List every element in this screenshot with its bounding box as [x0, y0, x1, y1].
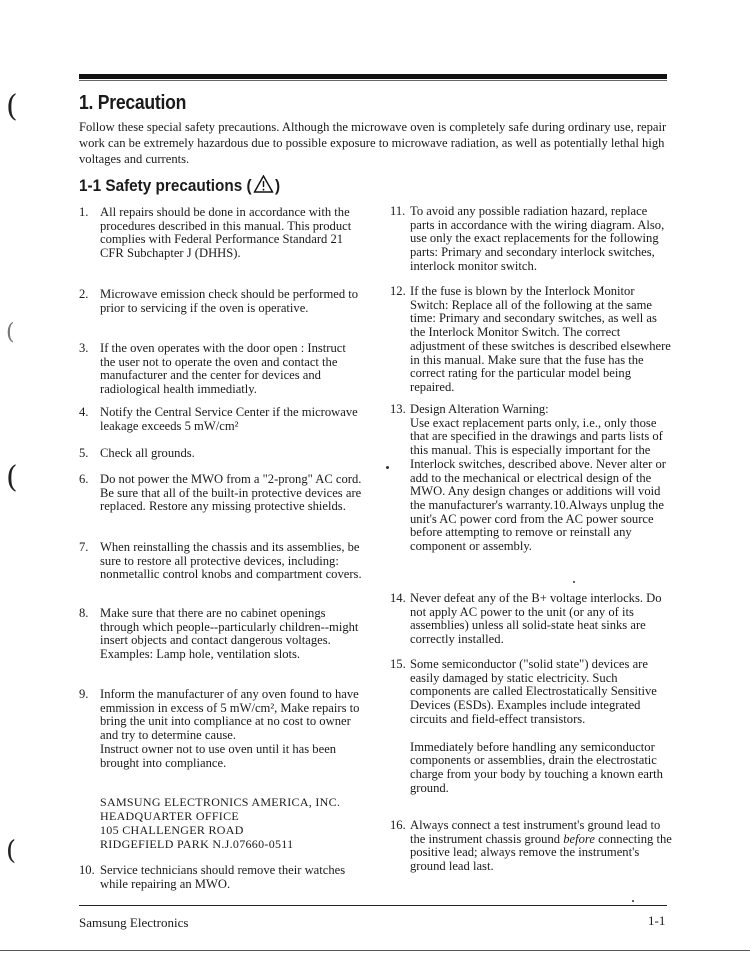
binding-mark: ( — [6, 89, 18, 124]
item-number: 7. — [79, 540, 89, 554]
item-number: 1. — [79, 205, 89, 219]
list-item — [390, 819, 672, 874]
item-number: 4. — [79, 405, 89, 419]
item-text: When reinstalling the chassis and its assemblies, be sure to restore all protective devices, including: nonmetallic control knobs and compartment covers. — [100, 540, 362, 582]
scan-speck — [573, 581, 575, 583]
item-number: 9. — [79, 687, 89, 701]
section-heading — [79, 175, 280, 196]
list-item — [79, 541, 362, 582]
address-line: RIDGEFIELD PARK N.J.07660-0511 — [100, 837, 294, 851]
list-item — [390, 403, 672, 554]
item-text: Check all grounds. — [100, 446, 195, 460]
item-number: 2. — [79, 287, 89, 301]
item-number: 8. — [79, 606, 89, 620]
item-text: Do not power the MWO from a "2-prong" AC cord. Be sure that all of the built-in protective devices are replaced. Restore any missing protective shields. — [100, 472, 362, 514]
footer-rule — [79, 905, 667, 906]
item-number: 13. — [390, 402, 406, 416]
page-title: 1. Precaution — [79, 92, 187, 114]
item-text: To avoid any possible radiation hazard, replace parts in accordance with the wiring diagram. Also, use only the exact replacements for the following parts: Primary and secondary interlock switches, interlock monitor switch. — [410, 204, 665, 273]
list-item — [79, 447, 362, 461]
item-text: Some semiconductor ("solid state") devices are easily damaged by static electricity. Such components are called Electrostatically Sensitive Devices (ESDs). Examples include integrated circuits and field-effect transistors. — [410, 657, 657, 726]
list-item — [79, 688, 362, 770]
item-number: 10. — [79, 863, 95, 877]
item-number: 6. — [79, 472, 89, 486]
item-text: Never defeat any of the B+ voltage interlocks. Do not apply AC power to the unit (or any of its assemblies) unless all solid-state heat sinks are correctly installed. — [410, 591, 662, 647]
list-item — [79, 342, 362, 397]
list-item — [390, 658, 672, 795]
item-number: 14. — [390, 591, 406, 605]
item-text: If the fuse is blown by the Interlock Monitor Switch: Replace all of the following at the same time: Primary and secondary switches, as well as the Interlock Monitor Switch. The correct adjustment of these switches is described elsewhere in this manual. Make sure that the fuse has the correct rating for the particular model being repaired. — [410, 284, 671, 394]
item-number: 5. — [79, 446, 89, 460]
footer-publisher: Samsung Electronics — [79, 915, 189, 930]
list-item — [79, 288, 362, 315]
item-text: Service technicians should remove their watches while repairing an MWO. — [100, 863, 346, 891]
list-item — [79, 473, 362, 514]
item-text: Make sure that there are no cabinet openings through which people--particularly children--might insert objects and contact dangerous voltages. Examples: Lamp hole, ventilation slots. — [100, 606, 359, 662]
item-text: Notify the Central Service Center if the microwave leakage exceeds 5 mW/cm² — [100, 405, 358, 433]
scan-speck — [632, 900, 634, 902]
section-heading-close: ) — [275, 176, 281, 195]
scan-speck — [386, 466, 389, 469]
item-number: 15. — [390, 657, 406, 671]
item-text: All repairs should be done in accordance with the procedures described in this manual. This product complies with Federal Performance Standard 21 CFR Subchapter J (DHHS). — [100, 205, 352, 261]
item-text-part: Always connect a test instrument's ground lead to the instrument chassis ground — [410, 818, 661, 846]
list-item — [79, 406, 362, 433]
item-text-emphasis: before — [563, 831, 595, 846]
list-item — [390, 285, 672, 395]
section-heading-text: 1-1 Safety precautions ( — [79, 176, 252, 195]
item-text-continued: Use exact replacement parts only, i.e., only those that are specified in the drawings and parts lists of this manual. This is especially important for the Interlock switches, described above. Never alter or add to the mechanical or electrical design of the MWO. Any design changes or additions will void the manufacturer's warranty.10.Always unplug the unit's AC power cord from the AC power source before attempting to remove or reinstall any component or assembly. — [410, 415, 666, 554]
item-text: Microwave emission check should be performed to prior to servicing if the oven is operative. — [100, 287, 359, 315]
list-item — [390, 205, 672, 274]
top-rule — [79, 74, 667, 79]
item-text-continued: Instruct owner not to use oven until it has been brought into compliance. — [100, 741, 337, 770]
binding-mark: ( — [6, 320, 15, 345]
page-number: 1-1 — [648, 913, 666, 928]
binding-mark: ( — [6, 836, 17, 866]
address-line: SAMSUNG ELECTRONICS AMERICA, INC. — [100, 795, 341, 809]
item-number: 11. — [390, 204, 406, 218]
item-text-part: connecting the positive lead; always remove the instrument's ground lead last. — [410, 831, 672, 874]
list-item — [79, 607, 362, 662]
address-line: 105 CHALLENGER ROAD — [100, 823, 244, 837]
item-number: 12. — [390, 284, 406, 298]
intro-paragraph: Follow these special safety precautions. Although the microwave oven is completely safe during ordinary use, repair work can be extremely hazardous due to possible exposure to microwave radiation, as well as potentially lethal high voltages and currents. — [79, 120, 667, 166]
top-rule-shadow — [79, 80, 667, 81]
binding-mark: ( — [6, 460, 18, 495]
item-text: If the oven operates with the door open : Instruct the user not to operate the oven and contact the manufacturer and the center for devices and radiological health immediatly. — [100, 341, 346, 397]
warning-triangle-icon — [253, 175, 273, 193]
item-text — [410, 819, 672, 874]
item-number: 3. — [79, 341, 89, 355]
address-block — [100, 795, 340, 851]
item-number: 16. — [390, 818, 406, 832]
item-text-continued: Immediately before handling any semiconductor components or assemblies, drain the electrostatic charge from your body by touching a known earth ground. — [410, 739, 663, 795]
list-item — [79, 864, 362, 891]
list-item — [390, 592, 672, 647]
item-text: Inform the manufacturer of any oven found to have emmission in excess of 5 mW/cm², Make repairs to bring the unit into compliance at no cost to owner and try to determine cause. — [100, 687, 360, 743]
list-item — [79, 206, 362, 261]
item-text: Design Alteration Warning: — [410, 402, 549, 416]
address-line: HEADQUARTER OFFICE — [100, 809, 240, 823]
bottom-scan-edge — [0, 950, 750, 951]
